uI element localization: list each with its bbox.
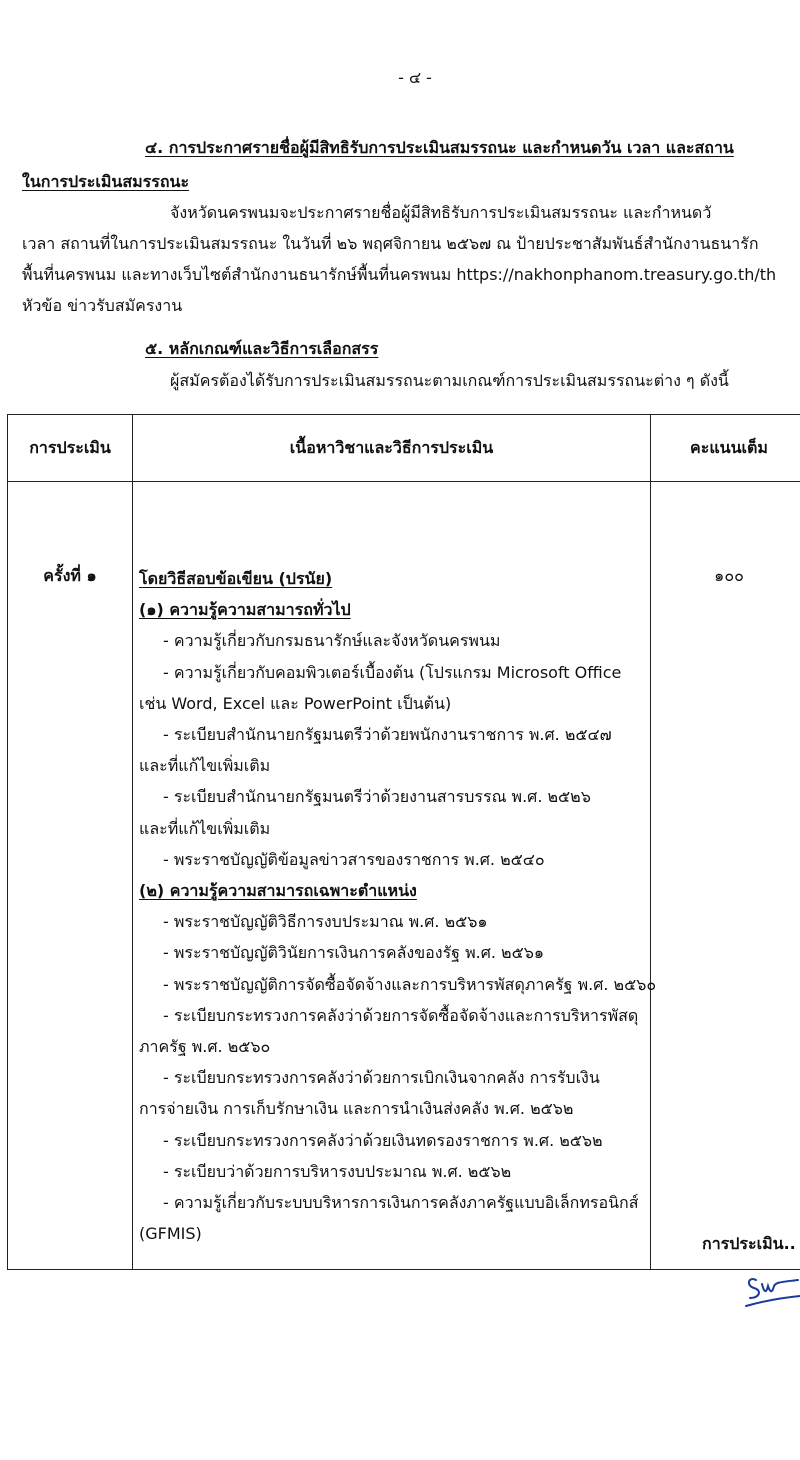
content-item: - พระราชบัญญัติข้อมูลข่าวสารของราชการ พ.ศ. ๒๕๔๐	[163, 849, 545, 869]
assessment-round-label: ครั้งที่ ๑	[43, 566, 97, 585]
content-item: - ระเบียบกระทรวงการคลังว่าด้วยการเบิกเงินจากคลัง การรับเงิน	[163, 1068, 600, 1088]
column-header-content-method: เนื้อหาวิชาและวิธีการประเมิน	[133, 415, 651, 482]
content-item: - ระเบียบว่าด้วยการบริหารงบประมาณ พ.ศ. ๒๕๖๒	[163, 1161, 512, 1181]
section-4-text-line: พื้นที่นครพนม และทางเว็บไซต์สำนักงานธนารักษ์พื้นที่นครพนม https://nakhonphanom.treasury.go.th/th	[22, 265, 777, 284]
handwritten-signature	[740, 1268, 800, 1312]
content-item: - ระเบียบกระทรวงการคลังว่าด้วยเงินทดรองราชการ พ.ศ. ๒๕๖๒	[163, 1130, 603, 1150]
section-5-heading: ๕. หลักเกณฑ์และวิธีการเลือกสรร	[145, 339, 379, 358]
content-item: - ระเบียบกระทรวงการคลังว่าด้วยการจัดซื้อจัดจ้างและการบริหารพัสดุ	[163, 1005, 639, 1025]
content-item-continuation: และที่แก้ไขเพิ่มเติม	[139, 818, 271, 838]
assessment-round	[8, 482, 133, 1270]
page-number: - ๔ -	[398, 68, 432, 87]
full-score	[651, 482, 800, 1270]
table-row	[8, 482, 800, 1270]
content-item: - ความรู้เกี่ยวกับระบบบริหารการเงินการคลังภาครัฐแบบอิเล็กทรอนิกส์	[163, 1193, 639, 1213]
section-4-text-line: หัวข้อ ข่าวรับสมัครงาน	[22, 296, 183, 315]
column-header-full-score: คะแนนเต็ม	[651, 415, 800, 482]
content-item: - พระราชบัญญัติวินัยการเงินการคลังของรัฐ พ.ศ. ๒๕๖๑	[163, 943, 545, 963]
next-page-cue: การประเมิน..	[702, 1234, 796, 1253]
section-4-heading-continuation: ในการประเมินสมรรถนะ	[22, 172, 190, 191]
content-item: - ความรู้เกี่ยวกับกรมธนารักษ์และจังหวัดนครพนม	[163, 631, 501, 651]
table-header-row	[8, 415, 800, 482]
full-score-value: ๑๐๐	[714, 566, 744, 585]
position-knowledge-heading: (๒) ความรู้ความสามารถเฉพาะตำแหน่ง	[139, 881, 417, 901]
exam-method-title: โดยวิธีสอบข้อเขียน (ปรนัย)	[139, 569, 333, 588]
section-4-text-line: เวลา สถานที่ในการประเมินสมรรถนะ ในวันที่ ๒๖ พฤศจิกายน ๒๕๖๗ ณ ป้ายประชาสัมพันธ์สำนักงานธนารัก	[22, 234, 759, 253]
content-item-continuation: และที่แก้ไขเพิ่มเติม	[139, 756, 271, 776]
assessment-content	[133, 482, 657, 1270]
general-knowledge-heading: (๑) ความรู้ความสามารถทั่วไป	[139, 600, 351, 620]
assessment-table	[7, 414, 800, 1270]
content-item: - ระเบียบสำนักนายกรัฐมนตรีว่าด้วยงานสารบรรณ พ.ศ. ๒๕๒๖	[163, 787, 591, 807]
content-item-continuation: การจ่ายเงิน การเก็บรักษาเงิน และการนำเงินส่งคลัง พ.ศ. ๒๕๖๒	[139, 1099, 574, 1119]
content-item: - พระราชบัญญัติวิธีการงบประมาณ พ.ศ. ๒๕๖๑	[163, 912, 488, 932]
section-4-text-line: จังหวัดนครพนมจะประกาศรายชื่อผู้มีสิทธิรับการประเมินสมรรถนะ และกำหนดวั	[170, 203, 712, 222]
content-item-continuation: เช่น Word, Excel และ PowerPoint เป็นต้น)	[139, 693, 452, 713]
column-header-assessment: การประเมิน	[8, 415, 133, 482]
section-5-intro: ผู้สมัครต้องได้รับการประเมินสมรรถนะตามเกณฑ์การประเมินสมรรถนะต่าง ๆ ดังนี้	[170, 371, 729, 390]
content-item: - ระเบียบสำนักนายกรัฐมนตรีว่าด้วยพนักงานราชการ พ.ศ. ๒๕๔๗	[163, 725, 612, 745]
content-item: - พระราชบัญญัติการจัดซื้อจัดจ้างและการบริหารพัสดุภาครัฐ พ.ศ. ๒๕๖๐	[163, 974, 657, 994]
content-item: - ความรู้เกี่ยวกับคอมพิวเตอร์เบื้องต้น (โปรแกรม Microsoft Office	[163, 662, 622, 682]
content-item-continuation: (GFMIS)	[139, 1224, 202, 1244]
section-4-heading: ๔. การประกาศรายชื่อผู้มีสิทธิรับการประเมินสมรรถนะ และกำหนดวัน เวลา และสถาน	[145, 138, 734, 157]
content-item-continuation: ภาครัฐ พ.ศ. ๒๕๖๐	[139, 1037, 271, 1057]
